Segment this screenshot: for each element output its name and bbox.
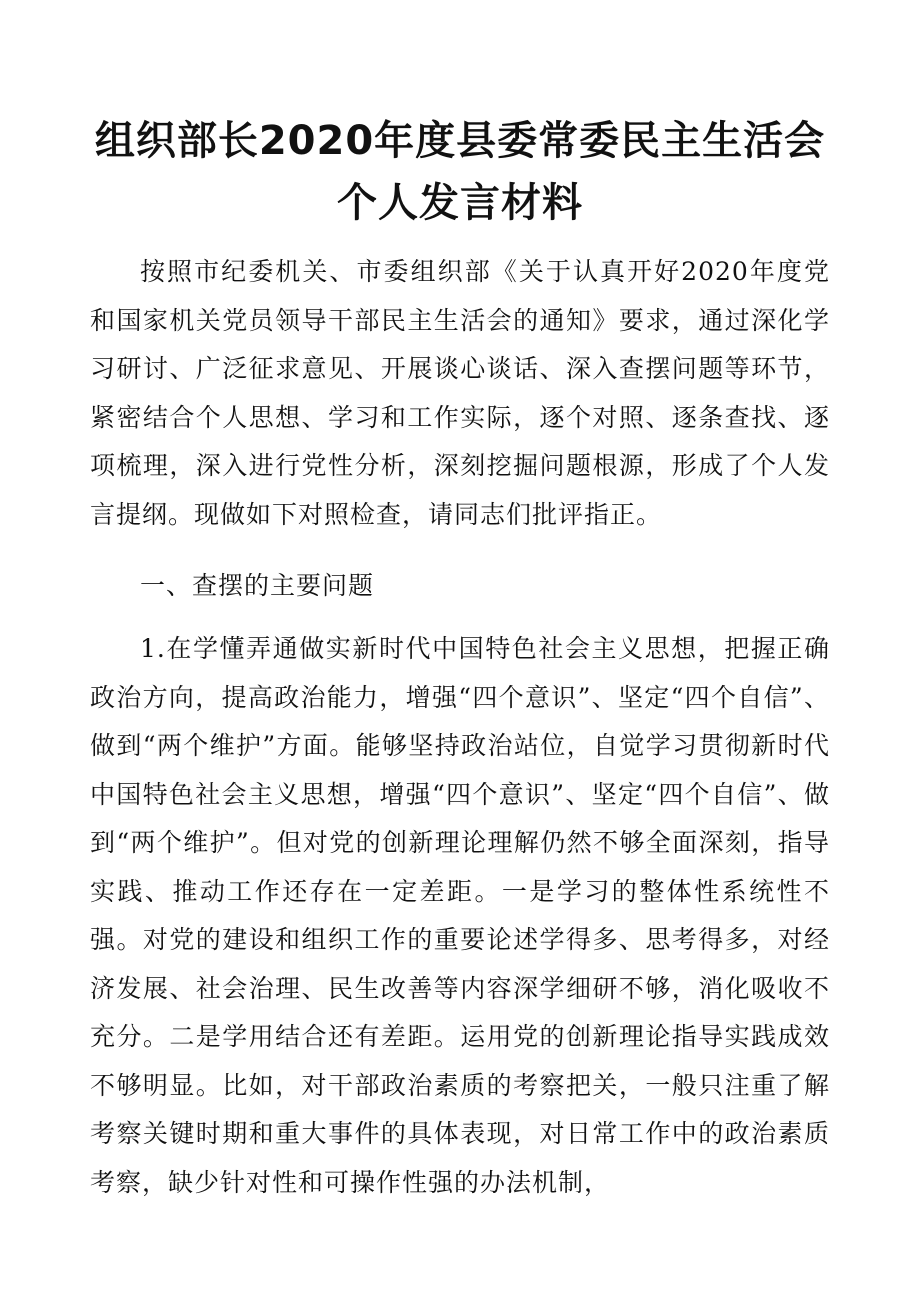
document-title: 组织部长2020年度县委常委民主生活会个人发言材料 <box>94 118 826 226</box>
item-paragraph: 1.在学懂弄通做实新时代中国特色社会主义思想，把握正确政治方向，提高政治能力，增强“四个意识”、坚定“四个自信”、做到“两个维护”方面。能够坚持政治站位，自觉学习贯彻新时代中国特色社会主义思想，增强“四个意识”、坚定“四个自信”、做到“两个维护”。但对党的创新理论理解仍然不够全面深刻，指导实践、推动工作还存在一定差距。一是学习的整体性系统性不强。对党的建设和组织工作的重要论述学得多、思考得多，对经济发展、社会治理、民生改善等内容深学细研不够，消化吸收不充分。二是学用结合还有差距。运用党的创新理论指导实践成效不够明显。比如，对干部政治素质的考察把关，一般只注重了解考察关键时期和重大事件的具体表现，对日常工作中的政治素质考察，缺少针对性和可操作性强的办法机制， <box>90 634 830 1197</box>
intro-paragraph: 按照市纪委机关、市委组织部《关于认真开好2020年度党和国家机关党员领导干部民主生活会的通知》要求，通过深化学习研讨、广泛征求意见、开展谈心谈话、深入查摆问题等环节，紧密结合个人思想、学习和工作实际，逐个对照、逐条查找、逐项梳理，深入进行党性分析，深刻挖掘问题根源，形成了个人发言提纲。现做如下对照检查，请同志们批评指正。 <box>90 257 830 529</box>
section-heading: 一、查摆的主要问题 <box>140 571 375 600</box>
